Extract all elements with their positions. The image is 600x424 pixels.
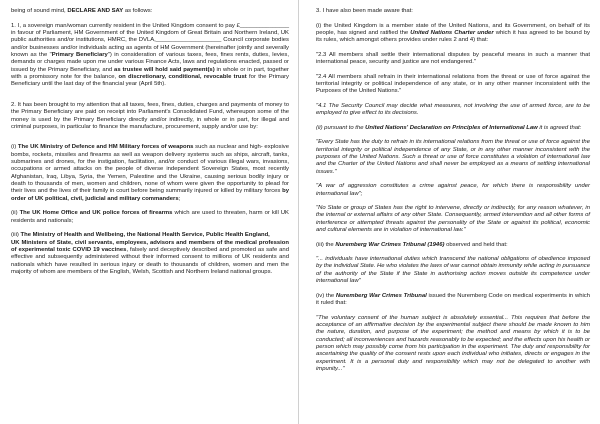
left-page-text — [0, 0, 298, 276]
paragraph-2: 2. It has been brought to my attention that all taxes, fees, fines, duties, charges and payments of money to the Primary Beneficiary are paid on receipt into Parliament's Consolidated Fund, whereupon some of the money is used by the Primary Beneficiary directly and/or indirectly, in whole or in part, for illegal and criminal purposes, in particular to finance the manufacture, procurement, supply and/or use by: — [11, 101, 289, 130]
paragraph-1: 1. I, a sovereign man/woman currently resident in the United Kingdom consent to pay £_______________ in favour of Parliament, HM Government of the United Kingdom of Great Britain and Northern Ireland, UK public authorities and/or institutions, HMRC, the DVLA,____________________ Council corporate bodies and/or businesses and/or individuals acting as agents of HM Government (hereinafter jointly and severally known as the "Primary Beneficiary") in consideration of various taxes, fees, fines rents, duties, levies, demands or charges made upon me under various Finance Acts, laws and regulations enacted, passed or issued by the Primary Beneficiary, and as trustee will hold said payment(s) in whole or in part, together with a promissory note for the balance, on discretionary, conditional, revocable trust for the Primary Beneficiary until the last day of the financial year (April 5th). — [11, 22, 289, 88]
declaration-intro: being of sound mind, DECLARE AND SAY as follows: — [11, 8, 153, 14]
paragraph-3-i: (i) the United Kingdom is a member state of the United Nations, and its Government, on behalf of its people, has signed and ratified the United Nations Charter under which it has agreed to be bound by its rules, which amongst others provides under rules 2 and 4) that: — [316, 22, 590, 44]
quote-2-4: "2.4 All members shall refrain in their international relations from the threat or use of force against the territorial integrity or political independence of any state, or in any other manner inconsistent with the Purposes of the United Nations." — [316, 73, 590, 95]
paragraph-2-ii: (ii) The UK Home Office and UK police forces of firearms which are used to threaten, harm or kill UK residents and nationals; — [11, 210, 289, 224]
paragraph-3-iii: (iii) the Nuremberg War Crimes Tribunal (1946) observed and held that: — [316, 241, 508, 248]
quote-4-1: "4.1 The Security Council may decide what measures, not involving the use of armed force, are to be employed to give effect to its decisions. — [316, 102, 590, 117]
paragraph-3-ii: (ii) pursuant to the United Nations' Declaration on Principles of International Law it is agreed that: — [316, 124, 582, 131]
right-page-text — [300, 0, 600, 373]
quote-declaration-3: "No State or group of States has the right to intervene, directly or indirectly, for any reason whatever, in the internal or external affairs of any other State. Consequently, armed intervention and all other forms of interference or attempted threats against the personality of the State or against its political, economic and cultural elements are in violation of international law." — [316, 205, 590, 234]
paragraph-3: 3. I have also been made aware that: — [316, 8, 413, 14]
paragraph-3-iv: (iv) the Nuremberg War Crimes Tribunal issued the Nuremberg Code on medical experiments in which it ruled that: — [316, 292, 591, 307]
paragraph-2-i: (i) The UK Ministry of Defence and HM Military forces of weapons such as nuclear and high- explosive bombs, rockets, missiles and firearms as well as weapon delivery systems such as ships, aircraft, tanks, submarines and drones, for the instigation, facilitation, and/or conduct of various illegal wars, invasions, occupations or armed attacks on the people of diverse independent Sovereign States, most recently Afghanistan, Iraq, Libya, Syria, the Yemen, Palestine and the Ukraine, causing serious bodily injury or death to thousands of men, women and children, none of whom were given the opportunity to plead for their lives and the lives of their family in court before being summarily injured or killed by military forces by order of UK political, civil, judicial and military commanders; — [11, 144, 289, 202]
quote-declaration-2: "A war of aggression constitutes a crime against peace, for which there is responsibility under international law"; — [316, 183, 590, 197]
quote-nuremberg-code: "The voluntary consent of the human subject is absolutely essential... This requires that before the acceptance of an affirmative decision by the experimental subject there should be made known to him the nature, duration, and purpose of the experiment; the method and means by which it is to be conducted; all inconveniences and hazards reasonably to be expected; and the effects upon his health or person which may possibly come from his participation in the experiment. The duty and responsibility for ascertaining the quality of the consent rests upon each individual who initiates, directs or engages in the experiment. It is a personal duty and responsibility which may not be delegated to another with impunity..." — [316, 314, 590, 372]
paragraph-2-iii: (iii) The Ministry of Health and Wellbeing, the National Health Service, Public Health England, UK Ministers of State, civil servants, employees, advisors and members of the medical profession of experimental toxic COVID 19 vaccines, falsely and deceptively described and promoted as safe and effective and subsequently administered without their informed consent to millions of UK residents and nationals which have resulted in serious injury or death to thousands of children, women and men the majority of whom are members of the English, Welsh, Scottish and Northern Ireland national groups. — [11, 232, 289, 275]
left-page — [0, 0, 299, 424]
quote-nuremberg-tribunal: "... individuals have international duties which transcend the national obligations of obedience imposed by the individual State. He who violates the laws of war cannot obtain immunity while acting in pursuance of the authority of the State if the State in authorising action moves outside its competence under international law" — [316, 256, 590, 285]
quote-2-3: "2.3 All members shall settle their international disputes by peaceful means in such a manner that international peace, security and justice are not endangered." — [316, 51, 590, 66]
quote-declaration-1: "Every State has the duty to refrain in its international relations from the threat or use of force against the territorial integrity or political independence of any State, or in any other manner inconsistent with the purposes of the United Nations. Such a threat or use of force constitutes a violation of international law and the Charter of the United Nations and shall never be employed as a means of settling international issues." — [316, 139, 590, 175]
right-page — [300, 0, 600, 424]
